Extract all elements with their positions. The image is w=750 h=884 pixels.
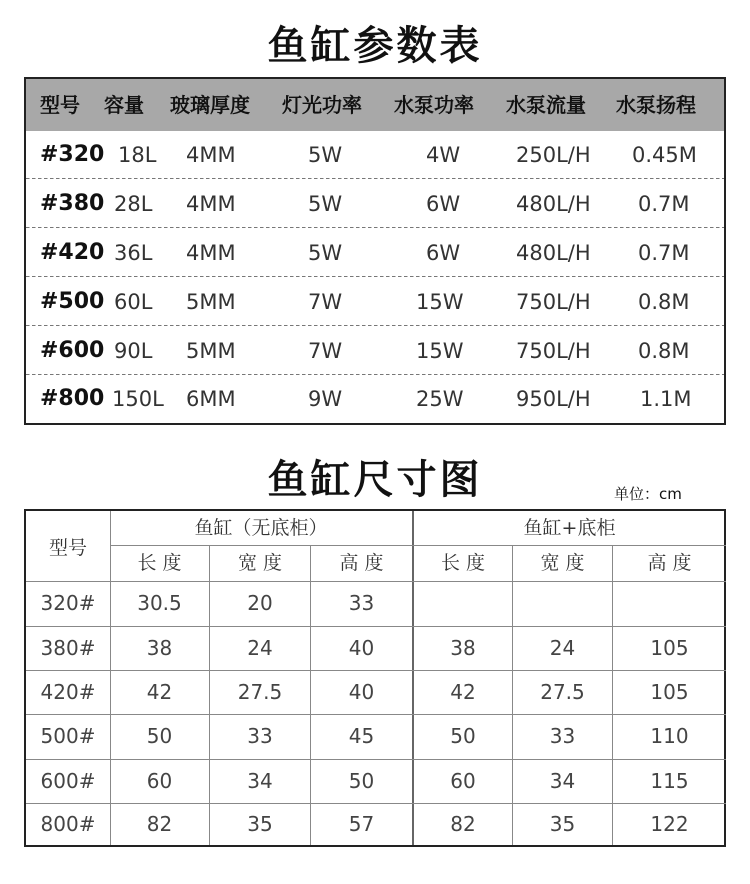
table-row [26,375,724,423]
dimension-table [24,509,726,847]
header-model: 型号 [40,93,80,117]
cell-glass: 5MM [186,339,236,363]
table-row [26,278,724,326]
cell-pump-head: 1.1M [640,387,692,411]
unit-label: 单位：cm [614,485,682,503]
cell-light: 5W [308,192,343,216]
params-title: 鱼缸参数表 [267,23,483,69]
cell-light: 7W [308,290,343,314]
cell-model: 500# [40,724,96,748]
cell-width: 35 [247,812,273,836]
cell-pump-flow: 480L/H [516,192,591,216]
dim-header-model: 型号 [48,537,87,559]
header-pump-head: 水泵扬程 [616,93,696,117]
cell-pump-power: 6W [426,192,461,216]
cell-length-cabinet: 42 [450,680,476,704]
cell-width-cabinet: 33 [549,724,576,748]
cell-pump-power: 15W [416,339,464,363]
cell-light: 5W [308,241,343,265]
cell-light: 5W [308,143,343,167]
cell-model: #320 [40,142,105,167]
param-table-header [26,79,724,131]
dims-title: 鱼缸尺寸图 [267,457,483,503]
cell-height: 33 [348,591,375,615]
cell-model: #420 [40,240,105,265]
table-row [26,229,724,277]
cell-width: 33 [247,724,273,748]
cell-height: 40 [348,636,375,660]
cell-width: 20 [247,591,273,615]
cell-glass: 4MM [186,143,236,167]
cell-pump-head: 0.7M [638,241,690,265]
subheader-length: 长 度 [137,552,182,574]
cell-light: 9W [308,387,343,411]
cell-glass: 5MM [186,290,236,314]
cell-height-cabinet: 115 [650,769,689,793]
cell-glass: 4MM [186,192,236,216]
cell-pump-head: 0.8M [638,339,690,363]
cell-capacity: 36L [114,241,153,265]
cell-model: #800 [40,386,105,411]
cell-model: 420# [40,680,96,704]
cell-width-cabinet: 27.5 [540,680,585,704]
cell-length: 60 [146,769,173,793]
cell-pump-flow: 480L/H [516,241,591,265]
cell-pump-head: 0.7M [638,192,690,216]
cell-height: 40 [348,680,375,704]
cell-pump-power: 4W [426,143,461,167]
cell-length-cabinet [414,581,512,626]
subheader-length: 长 度 [440,552,486,574]
cell-model: 380# [40,636,96,660]
cell-width: 34 [247,769,273,793]
cell-length-cabinet: 82 [450,812,476,836]
cell-capacity: 18L [118,143,157,167]
subheader-height: 高 度 [647,552,692,574]
cell-pump-head: 0.45M [632,143,697,167]
header-glass-thickness: 玻璃厚度 [170,93,250,117]
cell-capacity: 150L [112,387,164,411]
cell-model: 320# [40,591,96,615]
cell-height-cabinet: 110 [650,724,689,748]
subheader-width: 宽 度 [237,552,283,574]
cell-length-cabinet: 38 [450,636,476,660]
cell-height: 57 [348,812,375,836]
cell-pump-flow: 250L/H [516,143,591,167]
cell-height-cabinet: 105 [650,680,689,704]
header-capacity: 容量 [104,93,144,117]
header-light-power: 灯光功率 [282,93,362,117]
table-row [26,180,724,228]
cell-glass: 4MM [186,241,236,265]
cell-length-cabinet: 60 [450,769,476,793]
cell-light: 7W [308,339,343,363]
cell-length: 50 [146,724,173,748]
cell-model: #600 [40,338,105,363]
cell-height-cabinet [613,581,726,626]
table-row [26,131,724,179]
cell-model: 800# [40,812,96,836]
table-row [26,327,724,375]
cell-glass: 6MM [186,387,236,411]
cell-pump-head: 0.8M [638,290,690,314]
header-pump-power: 水泵功率 [394,93,474,117]
cell-width-cabinet [513,581,612,626]
cell-capacity: 60L [114,290,153,314]
dim-header-tank-cabinet: 鱼缸+底柜 [523,517,616,539]
cell-length: 38 [146,636,173,660]
cell-capacity: 28L [114,192,153,216]
cell-capacity: 90L [114,339,153,363]
subheader-height: 高 度 [339,552,384,574]
cell-width-cabinet: 24 [549,636,576,660]
cell-height-cabinet: 122 [650,812,689,836]
cell-pump-power: 25W [416,387,464,411]
subheader-width: 宽 度 [540,552,585,574]
cell-width-cabinet: 34 [549,769,576,793]
cell-height: 45 [348,724,375,748]
cell-model: #500 [40,289,105,314]
cell-length: 42 [146,680,173,704]
cell-height-cabinet: 105 [650,636,689,660]
cell-model: #380 [40,191,105,216]
cell-model: 600# [40,769,96,793]
cell-width: 24 [247,636,273,660]
dim-header-tank-only: 鱼缸（无底柜） [194,517,328,539]
cell-width-cabinet: 35 [549,812,576,836]
cell-width: 27.5 [237,680,283,704]
cell-pump-flow: 750L/H [516,290,591,314]
cell-length: 82 [146,812,173,836]
cell-pump-flow: 950L/H [516,387,591,411]
cell-pump-flow: 750L/H [516,339,591,363]
cell-length: 30.5 [137,591,182,615]
cell-pump-power: 6W [426,241,461,265]
cell-height: 50 [348,769,375,793]
cell-length-cabinet: 50 [450,724,476,748]
param-table [24,77,726,425]
header-pump-flow: 水泵流量 [506,93,586,117]
cell-pump-power: 15W [416,290,464,314]
